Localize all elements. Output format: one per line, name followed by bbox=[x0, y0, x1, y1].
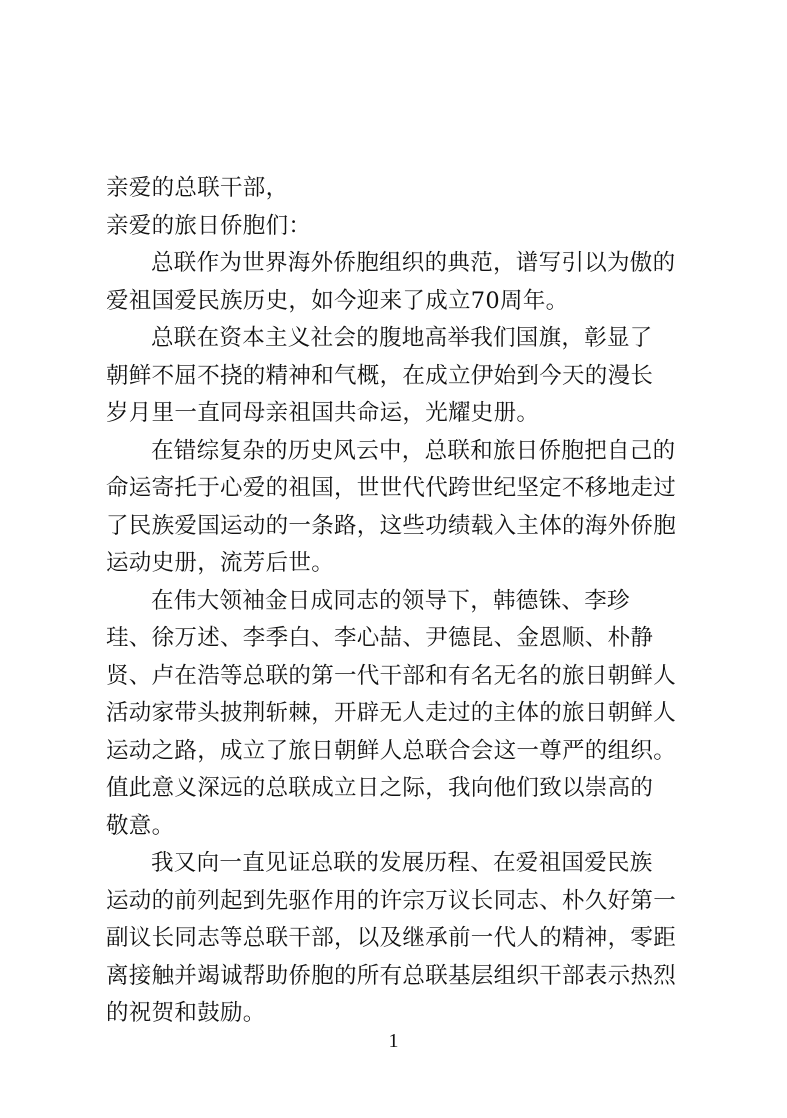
paragraph-line: 值此意义深远的总联成立日之际，我向他们致以崇高的 bbox=[106, 775, 654, 801]
paragraph bbox=[106, 583, 681, 846]
paragraph-line: 副议长同志等总联干部，以及继承前一代人的精神，零距 bbox=[106, 925, 677, 951]
paragraph-line: 总联作为世界海外侨胞组织的典范，谱写引以为傲的 bbox=[151, 250, 676, 276]
paragraph bbox=[106, 245, 681, 320]
paragraph-line: 命运寄托于心爱的祖国，世世代代跨世纪坚定不移地走过 bbox=[106, 475, 677, 501]
paragraph-line: 总联在资本主义社会的腹地高举我们国旗，彰显了 bbox=[151, 325, 653, 351]
letter-body bbox=[106, 170, 681, 1033]
paragraph-line: 运动的前列起到先驱作用的许宗万议长同志、朴久好第一 bbox=[106, 887, 677, 914]
paragraph bbox=[106, 845, 681, 1033]
paragraph-line: 了民族爱国运动的一条路，这些功绩载入主体的海外侨胞 bbox=[106, 512, 677, 539]
paragraph-line: 贤、卢在浩等总联的第一代干部和有名无名的旅日朝鲜人 bbox=[106, 662, 677, 689]
paragraph-line: 朝鲜不屈不挠的精神和气概，在成立伊始到今天的漫长 bbox=[106, 362, 654, 389]
salutation-line: 亲爱的旅日侨胞们： bbox=[106, 212, 312, 239]
paragraph-line: 爱祖国爱民族历史，如今迎来了成立70周年。 bbox=[106, 287, 569, 314]
paragraph-line: 敬意。 bbox=[106, 812, 175, 839]
paragraph-line: 珪、徐万述、李季白、李心喆、尹德昆、金恩顺、朴静 bbox=[106, 625, 654, 651]
paragraph-line: 岁月里一直同母亲祖国共命运，光耀史册。 bbox=[106, 400, 540, 426]
paragraph-line: 离接触并竭诚帮助侨胞的所有总联基层组织干部表示热烈 bbox=[106, 962, 677, 989]
page-number: 1 bbox=[388, 1030, 399, 1052]
paragraph-line: 的祝贺和鼓励。 bbox=[106, 1000, 266, 1026]
paragraph-line: 活动家带头披荆斩棘，开辟无人走过的主体的旅日朝鲜人 bbox=[106, 700, 677, 726]
paragraph-line: 运动史册，流芳后世。 bbox=[106, 550, 335, 576]
paragraph-line: 在错综复杂的历史风云中，总联和旅日侨胞把自己的 bbox=[151, 437, 676, 464]
salutation-line: 亲爱的总联干部， bbox=[106, 175, 289, 201]
paragraph bbox=[106, 320, 681, 433]
paragraph bbox=[106, 433, 681, 583]
paragraph-line: 我又向一直见证总联的发展历程、在爱祖国爱民族 bbox=[151, 850, 653, 876]
paragraph-line: 在伟大领袖金日成同志的领导下，韩德铢、李珍 bbox=[151, 587, 630, 614]
paragraph-line: 运动之路，成立了旅日朝鲜人总联合会这一尊严的组织。 bbox=[106, 737, 677, 764]
